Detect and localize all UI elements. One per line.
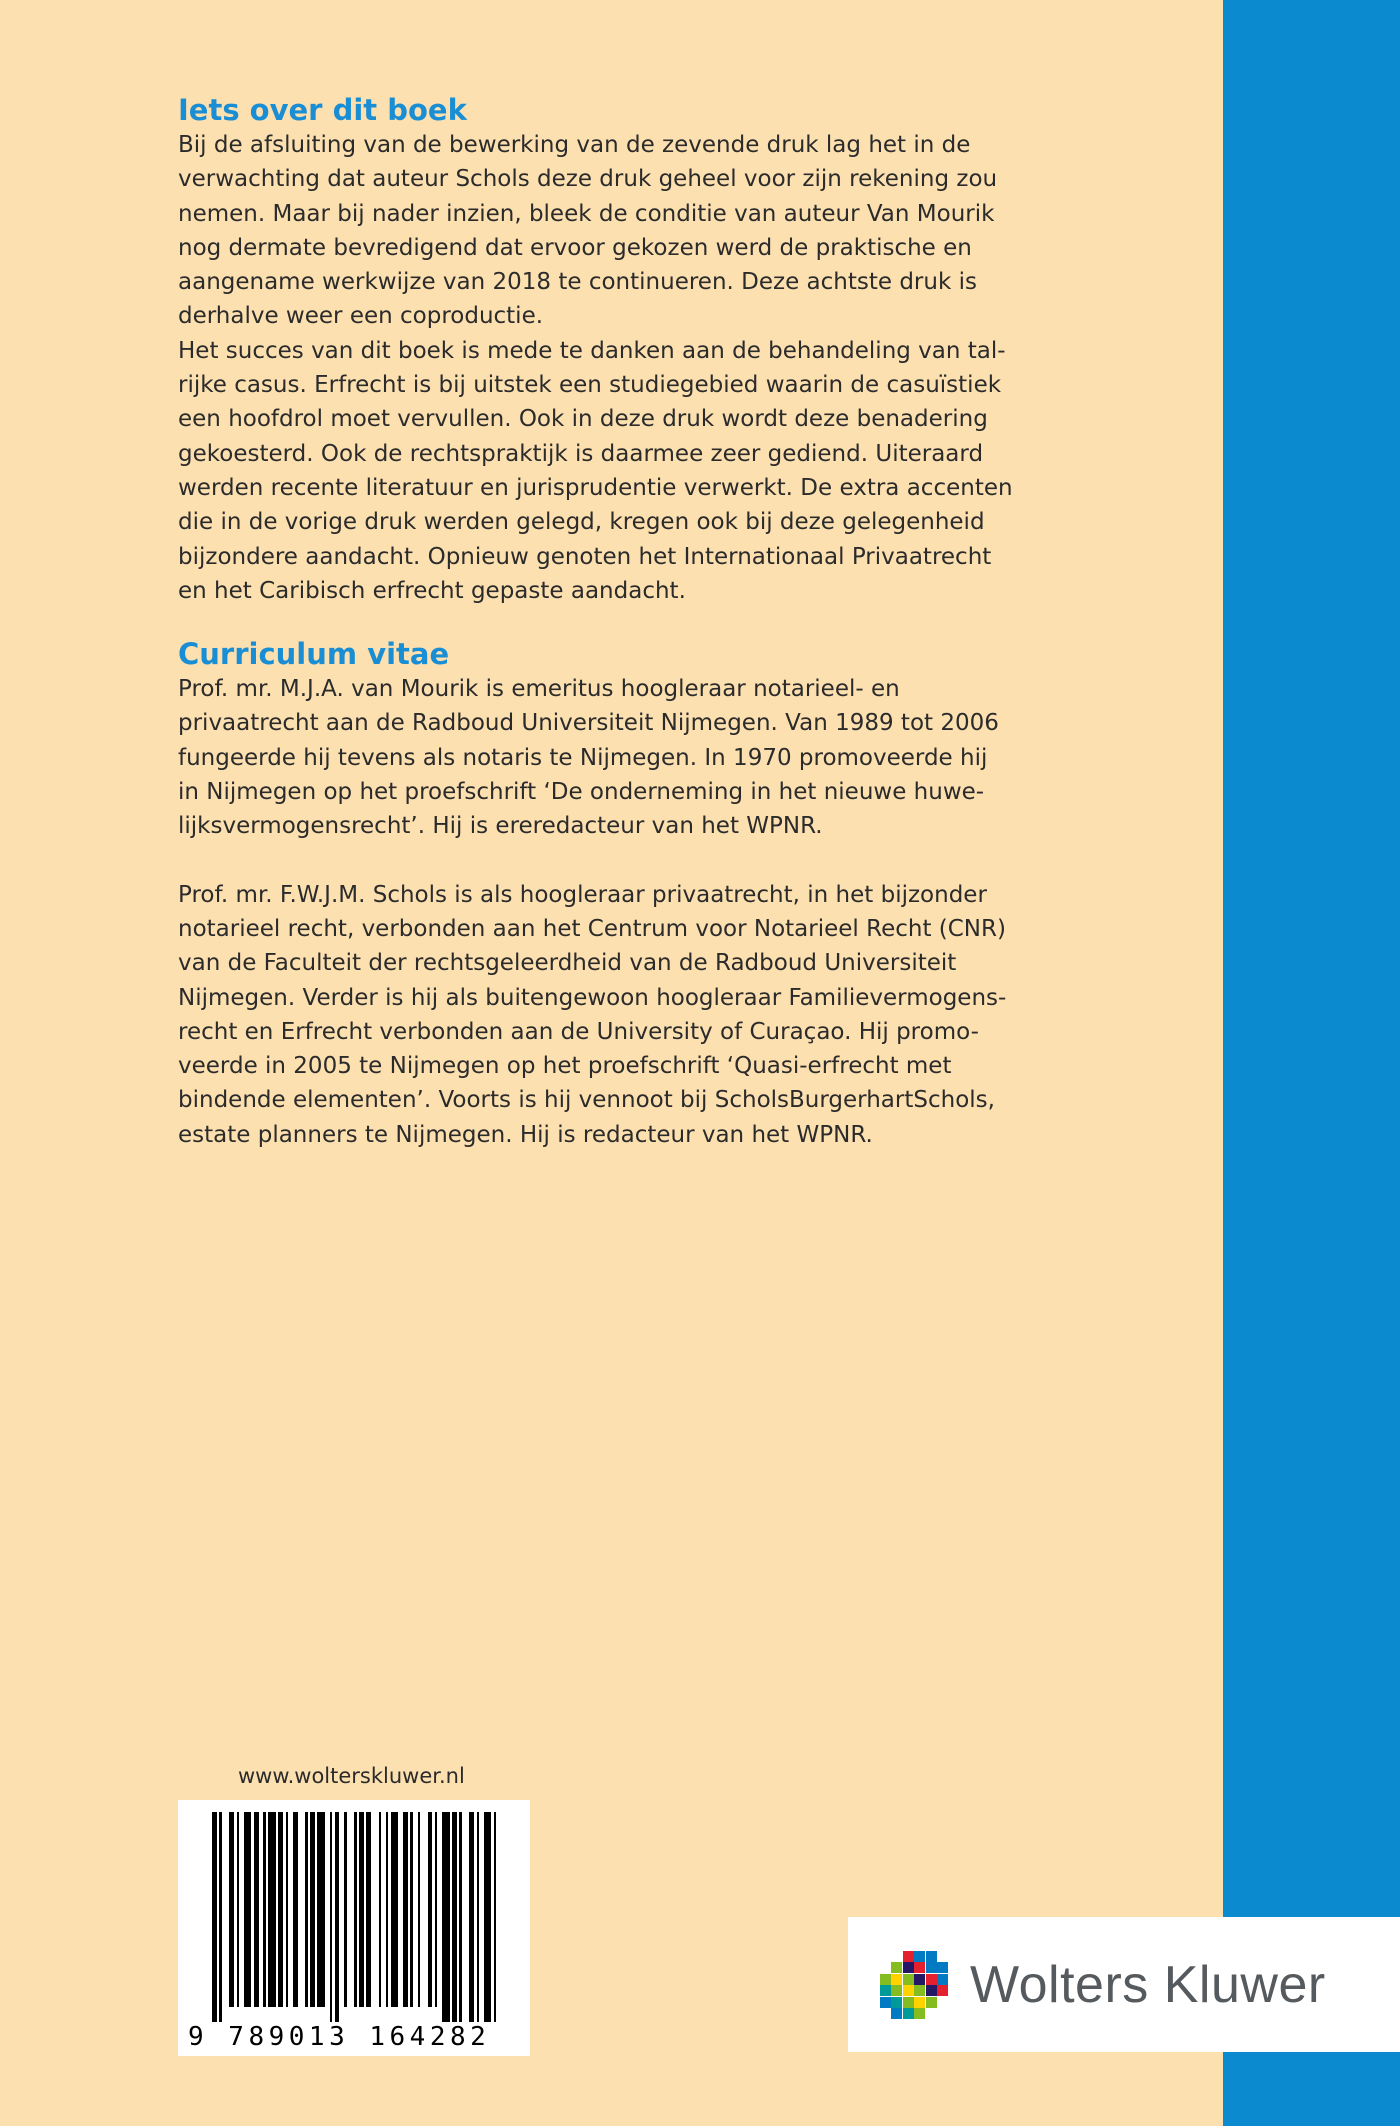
barcode-bar <box>212 1812 217 2022</box>
barcode-bar <box>254 1812 259 2007</box>
barcode-bar <box>359 1812 364 2007</box>
barcode-icon <box>212 1812 496 2022</box>
text-column <box>178 92 1048 1152</box>
logo-tile <box>880 1997 891 2008</box>
logo-tile <box>926 1985 937 1996</box>
isbn-digits: 9 789013 164282 <box>188 2022 491 2052</box>
brand-name: Wolters Kluwer <box>970 1956 1326 2014</box>
barcode-bar <box>335 1812 340 2022</box>
barcode-bar <box>366 1812 371 2007</box>
barcode-bar <box>418 1812 420 2007</box>
barcode-bar <box>244 1812 251 2007</box>
logo-tile <box>914 1985 925 1996</box>
logo-tile <box>914 1962 925 1973</box>
barcode-bar <box>379 1812 381 2007</box>
logo-tile <box>903 1997 914 2008</box>
barcode-bar <box>442 1812 449 2022</box>
logo-tile <box>903 1951 914 1962</box>
website-url[interactable]: www.wolterskluwer.nl <box>238 1764 465 1788</box>
logo-tile <box>914 1951 925 1962</box>
logo-tile <box>937 1974 948 1985</box>
section-spacer <box>178 608 1048 636</box>
barcode-bar <box>494 1812 496 2022</box>
barcode-bar <box>278 1812 283 2007</box>
barcode-bar <box>310 1812 315 2007</box>
cv-paragraph: Prof. mr. M.J.A. van Mourik is emeritus hoogleraar notarieel- en privaatrecht aan de Radboud Universiteit Nijmegen. Van 1989 tot 2006 fungeerde hij tevens als notaris te Nijmegen. In 1970 promoveerde hij in Nijmegen op het proefschrift ‘De onderneming in het nieuwe huwe- lijksvermogensrecht’. Hij is ereredacteur van het WPNR. <box>178 676 999 840</box>
logo-tile <box>891 1997 902 2008</box>
barcode-bar <box>477 1812 479 2022</box>
about-paragraph: Het succes van dit boek is mede te danken aan de behandeling van tal- rijke casus. Erfrecht is bij uitstek een studiegebied waarin de casuïstiek een hoofdrol moet vervullen. Ook in deze druk wordt deze benadering gekoesterd. Ook de rechtspraktijk is daarmee zeer gediend. Uiteraard werden recente literatuur en jurisprudentie verwerkt. De extra accenten die in de vorige druk werden gelegd, kregen ook bij deze gelegenheid bijzondere aandacht. Opnieuw genoten het Internationaal Privaatrecht en het Caribisch erfrecht gepaste aandacht. <box>178 337 1013 604</box>
barcode-bar <box>386 1812 388 2007</box>
barcode-bar <box>484 1812 491 2022</box>
logo-tile <box>903 1962 914 1973</box>
paragraph-spacer <box>178 844 1048 878</box>
logo-tile <box>880 1974 891 1985</box>
logo-tile <box>926 1997 937 2008</box>
logo-tile <box>914 1997 925 2008</box>
barcode-bar <box>293 1812 298 2007</box>
logo-tile <box>891 1985 902 1996</box>
barcode-bar <box>459 1812 461 2022</box>
barcode-bar <box>435 1812 437 2007</box>
barcode-bar <box>452 1812 457 2022</box>
barcode-bar <box>403 1812 408 2007</box>
barcode <box>178 1800 530 2056</box>
barcode-bar <box>219 1812 221 2022</box>
cv-paragraph: Prof. mr. F.W.J.M. Schols is als hoogleraar privaatrecht, in het bijzonder notarieel recht, verbonden aan het Centrum voor Notarieel Recht (CNR) van de Faculteit der rechtsgeleerdheid van de Radboud Universiteit Nijmegen. Verder is hij als buitengewoon hoogleraar Familievermogens- recht en Erfrecht verbonden aan de University of Curaçao. Hij promo- veerde in 2005 te Nijmegen op het proefschrift ‘Quasi-erfrecht met bindende elementen’. Voorts is hij vennoot bij ScholsBurgerhartSchols, estate planners te Nijmegen. Hij is redacteur van het WPNR. <box>178 881 1007 1148</box>
blue-side-strip <box>1223 0 1400 2126</box>
barcode-bar <box>330 1812 332 2022</box>
barcode-bar <box>344 1812 346 2007</box>
barcode-bar <box>237 1812 239 2007</box>
publisher-logo-panel <box>848 1917 1400 2052</box>
barcode-bar <box>268 1812 275 2007</box>
logo-tile <box>937 1962 948 1973</box>
barcode-bar <box>428 1812 433 2007</box>
logo-tile <box>903 1985 914 1996</box>
barcode-bar <box>229 1812 234 2007</box>
logo-tile <box>926 1951 937 1962</box>
logo-tile <box>903 1974 914 1985</box>
logo-tile <box>891 1962 902 1973</box>
logo-tile <box>926 1962 937 1973</box>
logo-tile <box>880 1985 891 1996</box>
logo-tile <box>914 1974 925 1985</box>
barcode-bar <box>286 1812 288 2007</box>
logo-tile <box>891 1974 902 1985</box>
barcode-bar <box>410 1812 412 2007</box>
barcode-bar <box>391 1812 398 2007</box>
barcode-bar <box>263 1812 265 2007</box>
cv-heading: Curriculum vitae <box>178 637 450 672</box>
barcode-bar <box>354 1812 356 2007</box>
logo-tile <box>914 2008 925 2019</box>
logo-tile <box>937 1985 948 1996</box>
logo-tile <box>891 2008 902 2019</box>
barcode-bar <box>317 1812 324 2007</box>
barcode-bar <box>469 1812 474 2022</box>
about-paragraph: Bij de afsluiting van de bewerking van de zevende druk lag het in de verwachting dat auteur Schols deze druk geheel voor zijn rekening zou nemen. Maar bij nader inzien, bleek de conditie van auteur Van Mourik nog dermate bevredigend dat ervoor gekozen werd de praktische en aangename werkwijze van 2018 te continueren. Deze achtste druk is derhalve weer een coproductie. <box>178 132 998 330</box>
logo-tile <box>903 2008 914 2019</box>
about-heading: Iets over dit boek <box>178 93 467 127</box>
logo-tile <box>926 1974 937 1985</box>
wolters-kluwer-logo-icon <box>880 1951 948 2019</box>
barcode-bar <box>305 1812 307 2007</box>
